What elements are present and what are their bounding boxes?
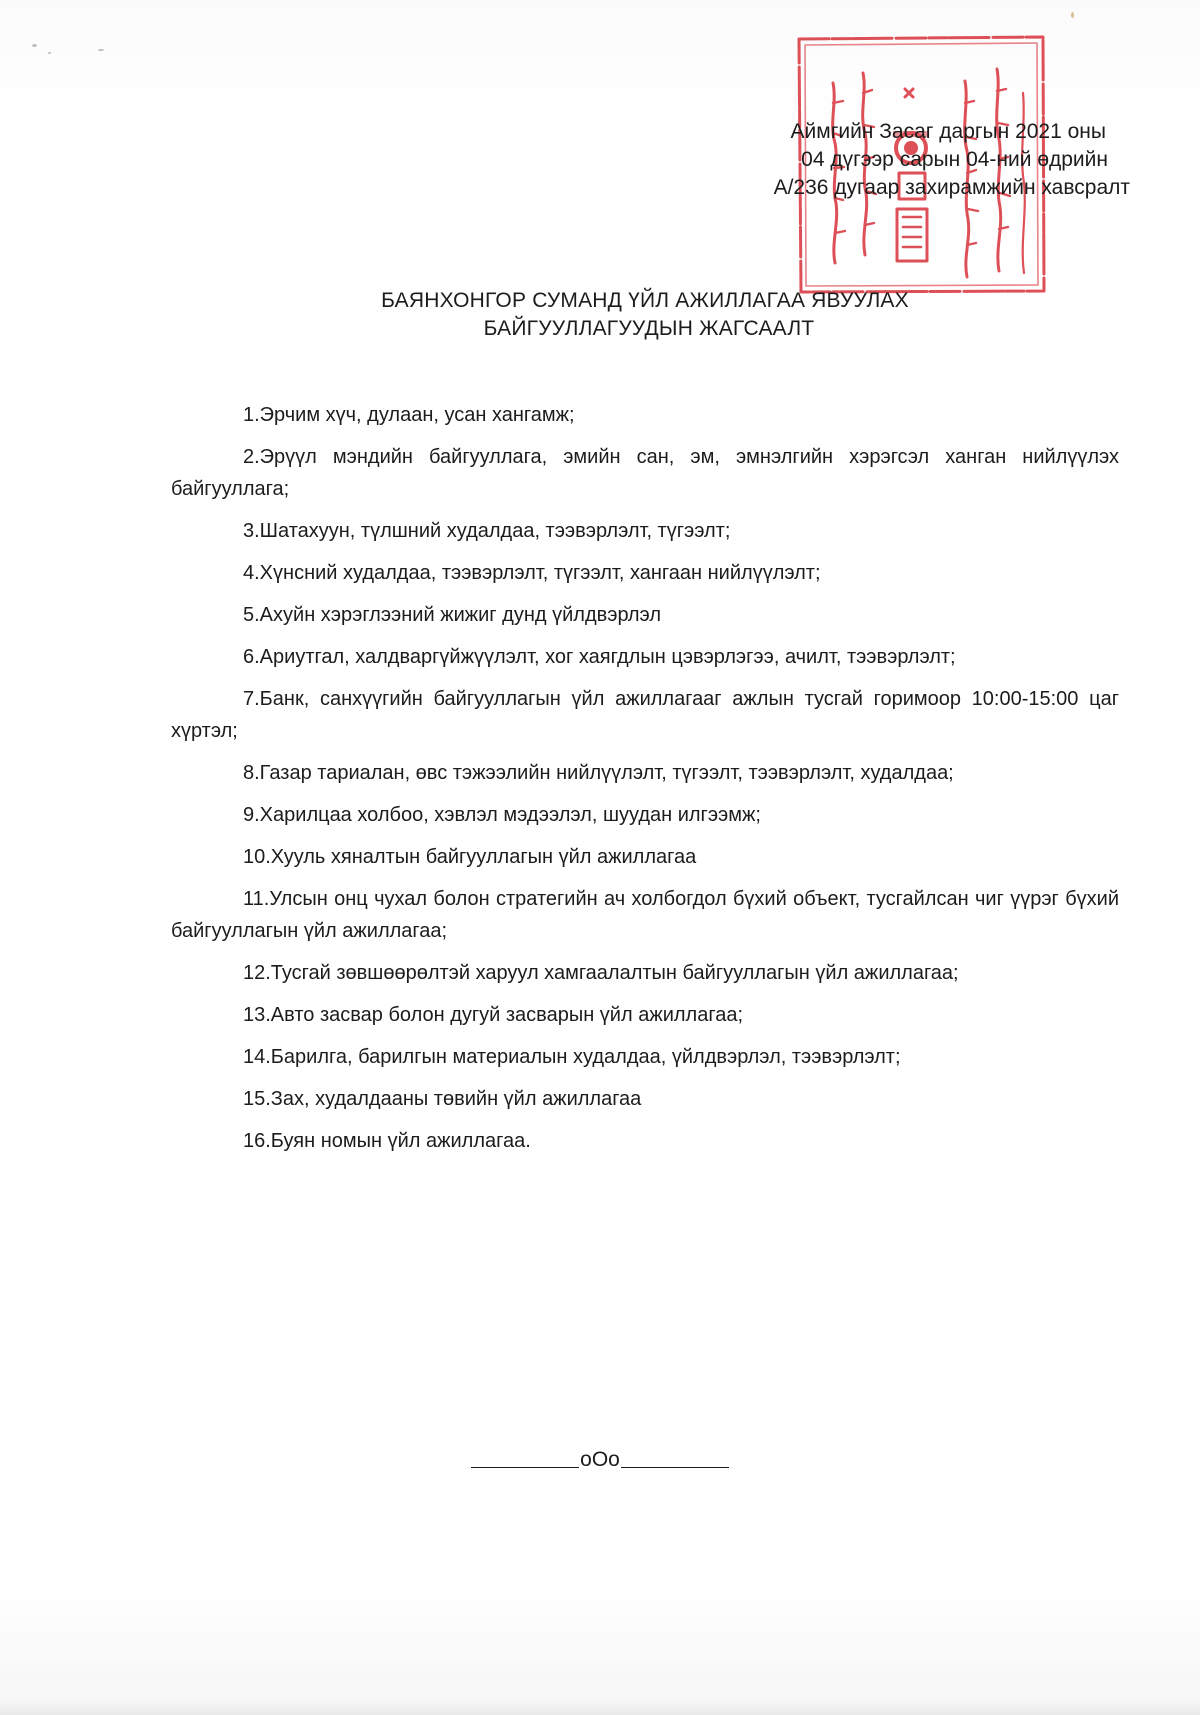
list-item: 3.Шатахуун, түлшний худалдаа, тээвэрлэлт, түгээлт;: [243, 520, 731, 542]
document-title: [0, 287, 1200, 343]
end-mark-rule-left: [471, 1467, 579, 1468]
list-item: 8.Газар тариалан, өвс тэжээлийн нийлүүлэлт, түгээлт, тээвэрлэлт, худалдаа;: [243, 762, 954, 784]
list-item: 12.Тусгай зөвшөөрөлтэй харуул хамгаалалтын байгууллагын үйл ажиллагаа;: [243, 962, 959, 984]
header-line-2: 04 дүгээр сарын 04-ний өдрийн: [801, 148, 1108, 171]
title-line-1: БАЯНХОНГОР СУМАНД ҮЙЛ АЖИЛЛАГАА ЯВУУЛАХ: [381, 289, 909, 312]
organization-list: [171, 399, 1119, 1167]
list-item: 1.Эрчим хүч, дулаан, усан хангамж;: [243, 404, 575, 426]
scan-speck: [1071, 12, 1074, 18]
list-item: 15.Зах, худалдааны төвийн үйл ажиллагаа: [243, 1088, 642, 1110]
list-item: 16.Буян номын үйл ажиллагаа.: [243, 1130, 531, 1152]
list-item: 11.Улсын онц чухал болон стратегийн ач холбогдол бүхий объект, тусгайлсан чиг үүрэг бүхий байгууллагын үйл ажиллагаа;: [171, 888, 1119, 942]
scan-speck: [32, 44, 37, 47]
list-item: 13.Авто засвар болон дугуй засварын үйл ажиллагаа;: [243, 1004, 743, 1026]
list-item: 7.Банк, санхүүгийн байгууллагын үйл ажиллагааг ажлын тусгай горимоор 10:00-15:00 цаг хүртэл;: [171, 688, 1119, 742]
scan-speck: [98, 49, 104, 51]
scan-speck: [48, 52, 51, 54]
header-line-1: Аймгийн Засаг даргын 2021 оны: [790, 120, 1106, 143]
appendix-header: [652, 118, 1130, 202]
list-item: 10.Хууль хяналтын байгууллагын үйл ажиллагаа: [243, 846, 697, 868]
scan-edge-shadow: [0, 1701, 1200, 1715]
list-item: 14.Барилга, барилгын материалын худалдаа, үйлдвэрлэл, тээвэрлэлт;: [243, 1046, 901, 1068]
end-mark-text: oOo: [580, 1448, 620, 1471]
title-line-2: БАЙГУУЛЛАГУУДЫН ЖАГСААЛТ: [483, 317, 815, 340]
list-item: 2.Эрүүл мэндийн байгууллага, эмийн сан, эм, эмнэлгийн хэрэгсэл ханган нийлүүлэх байгууллага;: [171, 446, 1119, 500]
end-mark: [0, 1448, 1200, 1472]
list-item: 6.Ариутгал, халдваргүйжүүлэлт, хог хаягдлын цэвэрлэгээ, ачилт, тээвэрлэлт;: [243, 646, 956, 668]
list-item: 4.Хүнсний худалдаа, тээвэрлэлт, түгээлт, хангаан нийлүүлэлт;: [243, 562, 821, 584]
list-item: 9.Харилцаа холбоо, хэвлэл мэдээлэл, шуудан илгээмж;: [243, 804, 761, 826]
list-item: 5.Ахуйн хэрэглээний жижиг дунд үйлдвэрлэл: [243, 604, 661, 626]
header-line-3: А/236 дугаар захирамжийн хавсралт: [773, 176, 1130, 199]
end-mark-rule-right: [621, 1467, 729, 1468]
